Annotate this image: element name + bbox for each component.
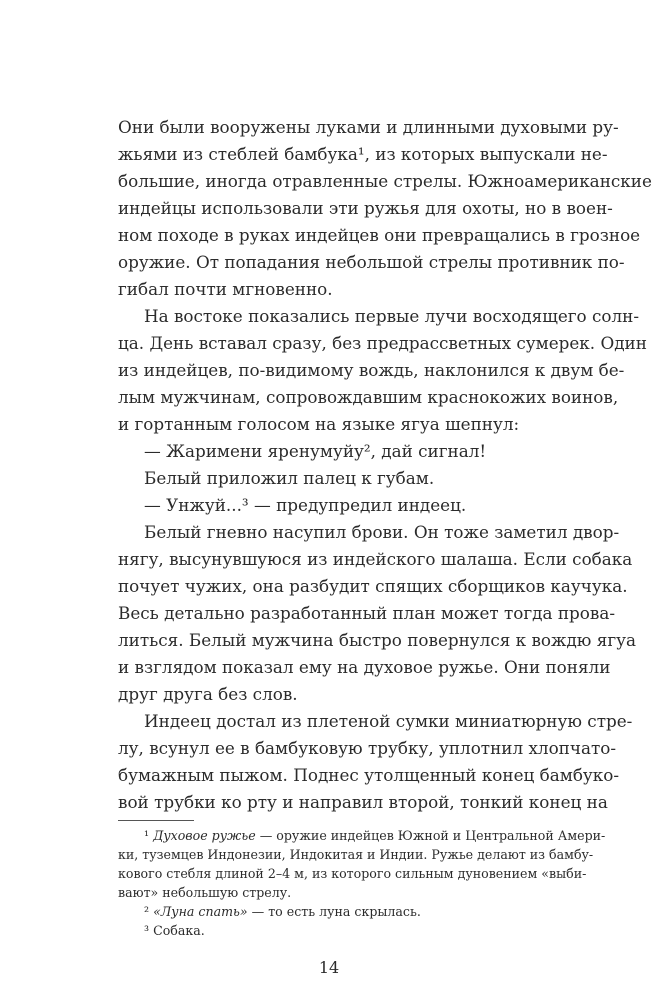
- body-line: Индеец достал из плетеной сумки миниатюрную стре-: [144, 711, 633, 731]
- footnote-1-line: кового стебля длиной 2–4 м, из которого сильным дуновением «выби-: [118, 866, 587, 881]
- body-line: Белый приложил палец к губам.: [144, 468, 435, 488]
- body-line: На востоке показались первые лучи восходящего солн-: [144, 306, 640, 326]
- body-line: Весь детально разработанный план может тогда прова-: [118, 603, 616, 623]
- body-line: оружие. От попадания небольшой стрелы противник по-: [118, 252, 625, 272]
- body-line: нягу, высунувшуюся из индейского шалаша. Если собака: [118, 549, 633, 569]
- body-line: ца. День вставал сразу, без предрассветных сумерек. Один: [118, 333, 647, 353]
- body-line: бумажным пыжом. Поднес утолщенный конец бамбуко-: [118, 765, 620, 785]
- footnote-1-line: вают» небольшую стрелу.: [118, 885, 292, 900]
- footnote-marker: ³: [144, 923, 150, 938]
- body-line: индейцы использовали эти ружья для охоты, но в воен-: [118, 198, 613, 218]
- body-line: из индейцев, по-видимому вождь, наклонился к двум бе-: [118, 360, 625, 380]
- body-line: друг друга без слов.: [118, 684, 298, 704]
- body-line: — Жаримени яренумуйу², дай сигнал!: [144, 441, 487, 461]
- body-line: гибал почти мгновенно.: [118, 279, 333, 299]
- footnote-term: Духовое ружье: [153, 828, 256, 843]
- footnote-2: [144, 902, 584, 921]
- footnote-marker: ²: [144, 904, 150, 919]
- body-line: Белый гневно насупил брови. Он тоже заметил двор-: [144, 522, 620, 542]
- body-line: Они были вооружены луками и длинными духовыми ру-: [118, 117, 619, 137]
- body-line: ном походе в руках индейцев они превращались в грозное: [118, 225, 641, 245]
- footnote-1-line: ки, туземцев Индонезии, Индокитая и Индии. Ружье делают из бамбу-: [118, 847, 594, 862]
- body-line: жьями из стеблей бамбука¹, из которых выпускали не-: [118, 144, 608, 164]
- body-line: литься. Белый мужчина быстро повернулся к вождю ягуа: [118, 630, 636, 650]
- body-line: лу, всунул ее в бамбуковую трубку, уплотнил хлопчато-: [118, 738, 617, 758]
- body-line: и гортанным голосом на языке ягуа шепнул:: [118, 414, 520, 434]
- footnote-divider: [118, 820, 194, 821]
- footnote-text: — то есть луна скрылась.: [251, 904, 421, 919]
- footnote-term: «Луна спать»: [153, 904, 248, 919]
- footnote-1-line: [144, 826, 606, 845]
- body-line: — Унжуй...³ — предупредил индеец.: [144, 495, 467, 515]
- page-number: 14: [318, 958, 340, 977]
- body-line: и взглядом показал ему на духовое ружье. Они поняли: [118, 657, 611, 677]
- footnote-text: Собака.: [153, 923, 205, 938]
- footnote-marker: ¹: [144, 828, 150, 843]
- body-line: большие, иногда отравленные стрелы. Южноамериканские: [118, 171, 652, 191]
- body-line: почует чужих, она разбудит спящих сборщиков каучука.: [118, 576, 628, 596]
- body-line: вой трубки ко рту и направил второй, тонкий конец на: [118, 792, 608, 812]
- footnote-text: — оружие индейцев Южной и Центральной Амери-: [259, 828, 606, 843]
- footnote-3: [144, 921, 584, 940]
- body-line: лым мужчинам, сопровождавшим краснокожих воинов,: [118, 387, 619, 407]
